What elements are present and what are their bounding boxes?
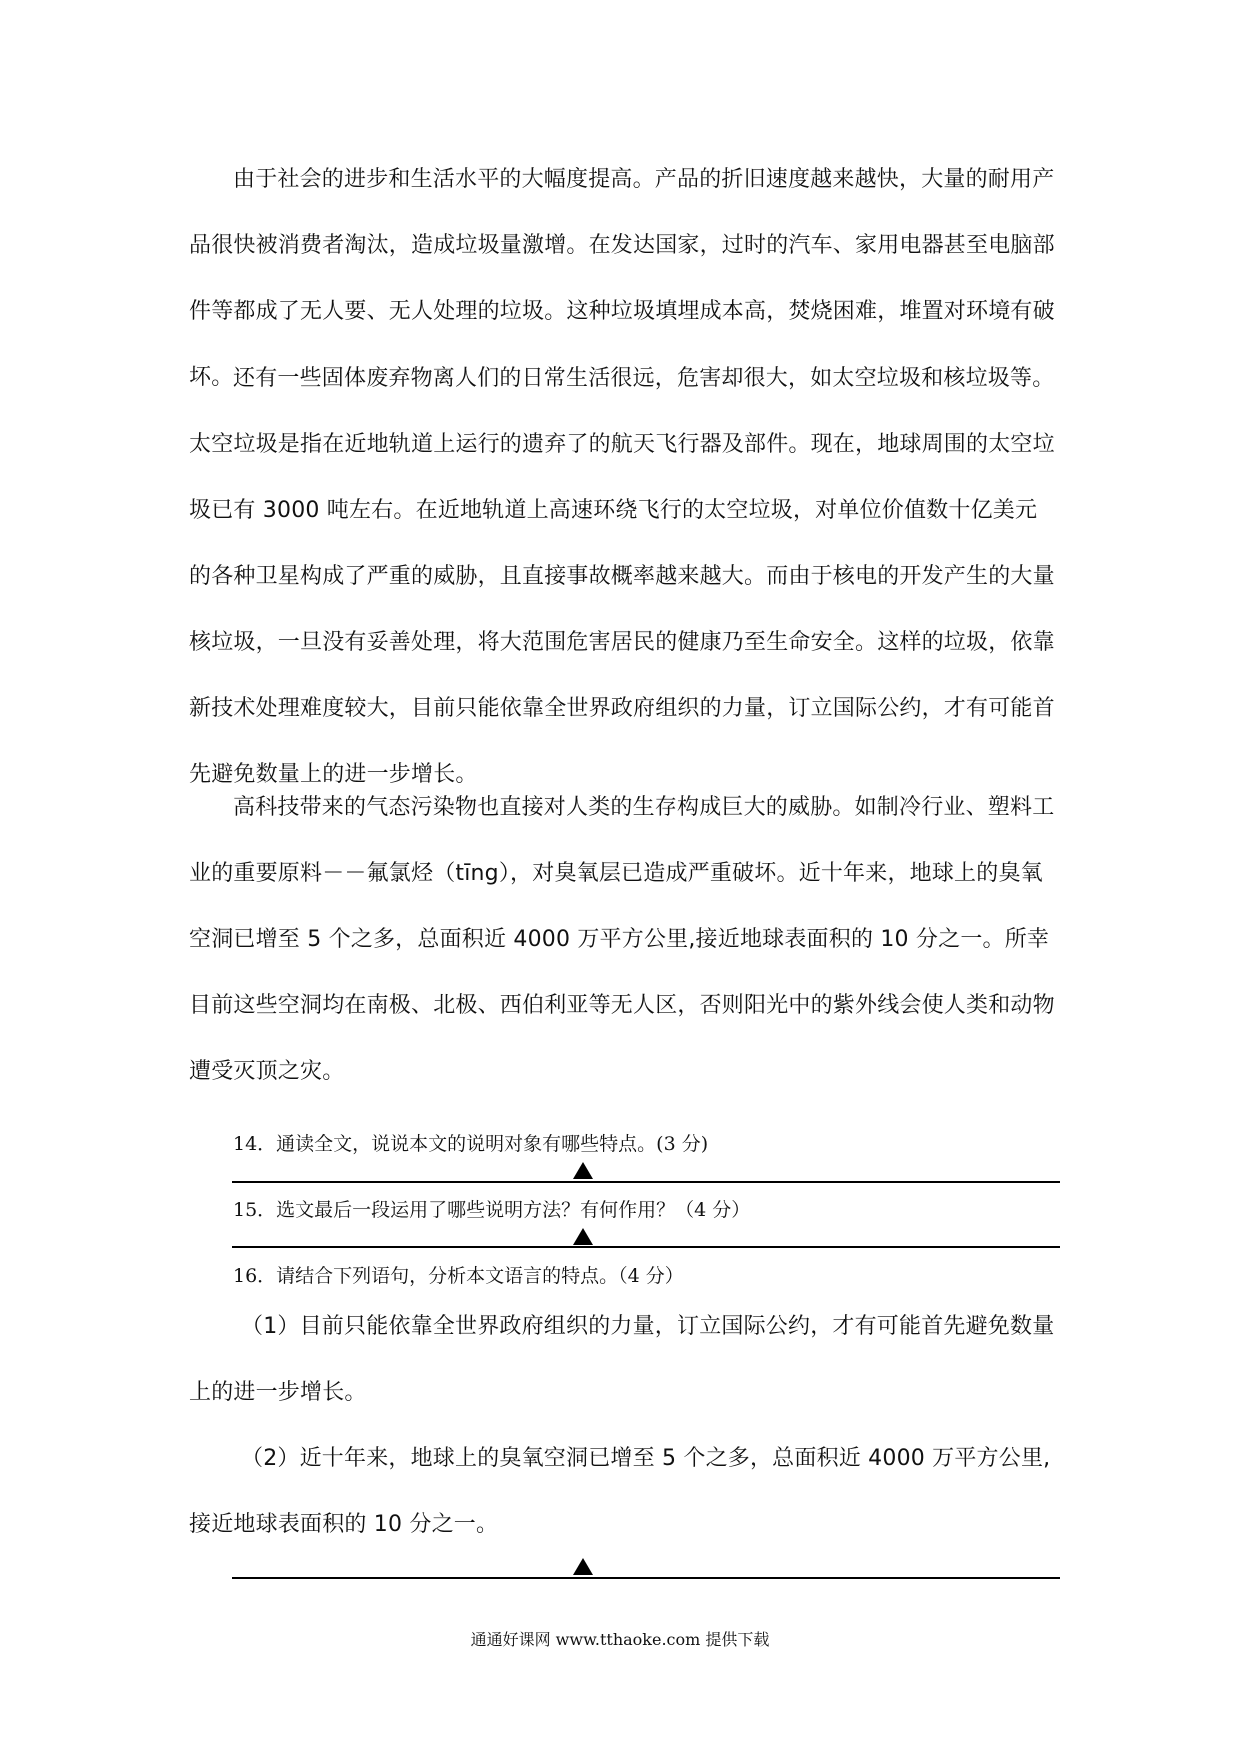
question-16: 16．请结合下列语句，分析本文语言的特点。（4 分）: [233, 1265, 684, 1287]
sentence-1: （1）目前只能依靠全世界政府组织的力量，订立国际公约，才有可能首先避免数量上的进一步增长。: [189, 1314, 1055, 1405]
answer-marker-icon: [573, 1558, 593, 1575]
answer-marker-icon: [573, 1162, 593, 1179]
paragraph-2: 还有一些固体废弃物离人们的日常生活很远，危害却很大，如太空垃圾和核垃圾等。太空垃圾是指在近地轨道上运行的遗弃了的航天飞行器及部件。现在，地球周围的太空垃圾已有 3000 吨左右。在近地轨道上高速环绕飞行的太空垃圾，对单位价值数十亿美元的各种卫星构成了严重的威胁，且直接事故概率越来越大。而由于核电的开发产生的大量核垃圾，一旦没有妥善处理，将大范围危害居民的健康乃至生命安全。这样的垃圾，依靠新技术处理难度较大，目前只能依靠全世界政府组织的力量，订立国际公约，才有可能首先避免数量上的进一步增长。: [189, 366, 1055, 787]
answer-line: [232, 1181, 1060, 1183]
paragraph-3: 高科技带来的气态污染物也直接对人类的生存构成巨大的威胁。如制冷行业、塑料工业的重要原料－－氟氯烃（tīng），对臭氧层已造成严重破坏。近十年来，地球上的臭氧空洞已增至 5 个之多，总面积近 4000 万平方公里,接近地球表面积的 10 分之一。所幸目前这些空洞均在南极、北极、西伯利亚等无人区，否则阳光中的紫外线会使人类和动物遭受灭顶之灾。: [189, 795, 1055, 1084]
answer-line: [232, 1246, 1060, 1248]
question-14: 14．通读全文，说说本文的说明对象有哪些特点。(3 分): [233, 1133, 709, 1155]
answer-marker-icon: [573, 1228, 593, 1245]
sentence-2: （2）近十年来，地球上的臭氧空洞已增至 5 个之多，总面积近 4000 万平方公里,接近地球表面积的 10 分之一。: [189, 1446, 1051, 1537]
page-footer: 通通好课网 www.tthaoke.com 提供下载: [470, 1630, 770, 1649]
paragraph-1: 由于社会的进步和生活水平的大幅度提高。产品的折旧速度越来越快，大量的耐用产品很快被消费者淘汰，造成垃圾量激增。在发达国家，过时的汽车、家用电器甚至电脑部件等都成了无人要、无人处理的垃圾。这种垃圾填埋成本高，焚烧困难，堆置对环境有破坏。: [189, 167, 1055, 390]
answer-line: [232, 1577, 1060, 1579]
question-15: 15．选文最后一段运用了哪些说明方法？有何作用？（4 分）: [233, 1199, 751, 1221]
